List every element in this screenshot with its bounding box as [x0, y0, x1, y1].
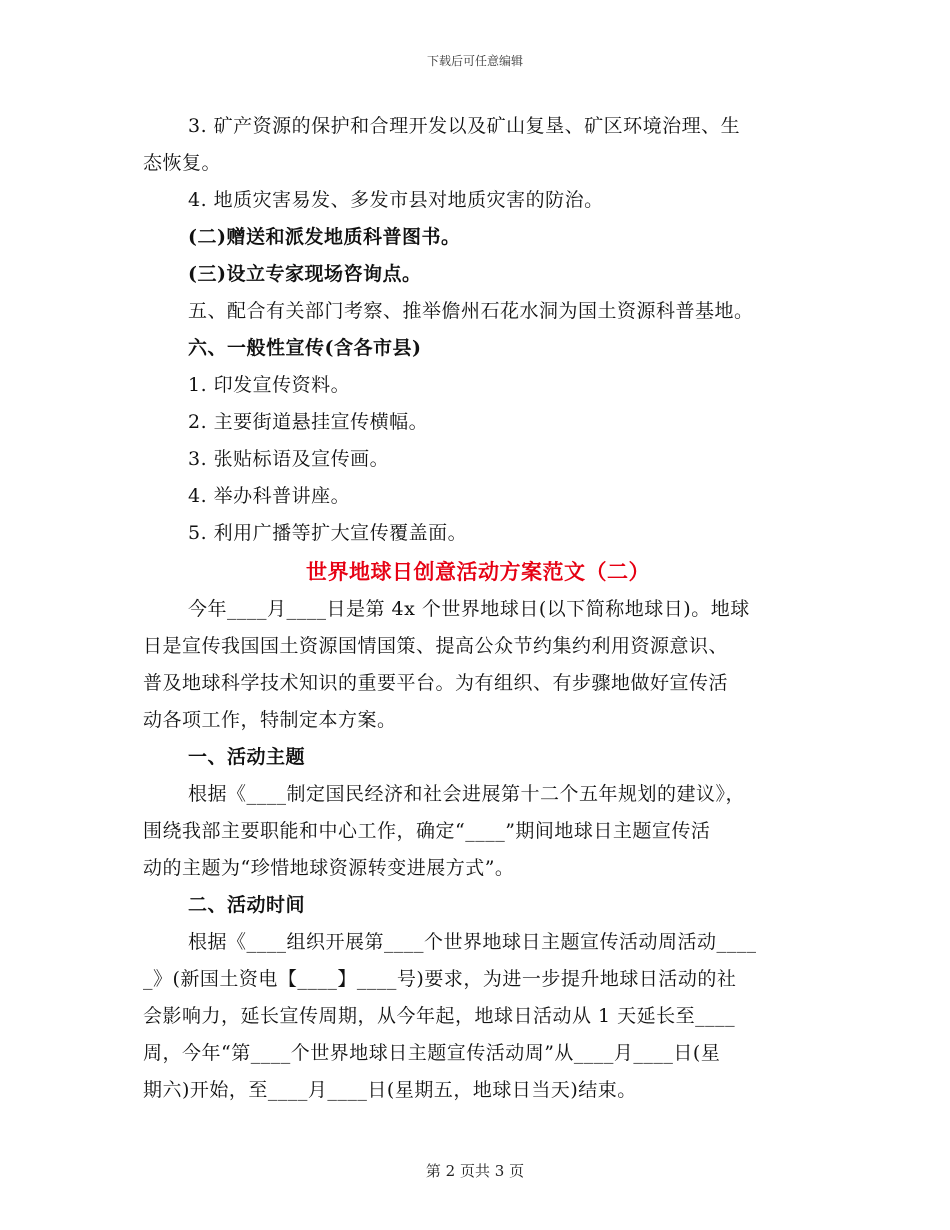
paragraph-line: 会影响力，延长宣传周期，从今年起，地球日活动从 1 天延长至____ — [143, 1005, 736, 1027]
section-subheading: (二)赠送和派发地质科普图书。 — [188, 226, 461, 248]
paragraph-line: 周，今年“第____个世界地球日主题宣传活动周”从____月____日(星 — [143, 1042, 721, 1064]
list-item: 2. 主要街道悬挂宣传横幅。 — [188, 411, 429, 433]
paragraph-line: 普及地球科学技术知识的重要平台。为有组织、有步骤地做好宣传活 — [143, 672, 729, 694]
section-heading-theme: 一、活动主题 — [188, 746, 306, 768]
list-item: 4. 地质灾害易发、多发市县对地质灾害的防治。 — [188, 189, 604, 211]
list-item: 4. 举办科普讲座。 — [188, 485, 351, 507]
section-subheading: (三)设立专家现场咨询点。 — [188, 263, 422, 285]
section-heading: 六、一般性宣传(含各市县) — [188, 337, 422, 359]
paragraph-line: 日是宣传我国国土资源国情国策、提高公众节约集约利用资源意识、 — [143, 635, 729, 657]
list-item: 3. 矿产资源的保护和合理开发以及矿山复垦、矿区环境治理、生 — [188, 115, 741, 137]
paragraph-line: 今年____月____日是第 4x 个世界地球日(以下简称地球日)。地球 — [188, 598, 750, 620]
list-item: 5. 利用广播等扩大宣传覆盖面。 — [188, 522, 468, 544]
document-body — [143, 108, 813, 1109]
paragraph-line: 根据《____组织开展第____个世界地球日主题宣传活动周活动____ — [188, 931, 757, 953]
document-title: 世界地球日创意活动方案范文（二） — [306, 559, 650, 584]
paragraph-line: 围绕我部主要职能和中心工作，确定“____”期间地球日主题宣传活 — [143, 820, 711, 842]
list-item: 3. 张贴标语及宣传画。 — [188, 448, 390, 470]
section-heading: 五、配合有关部门考察、推举儋州石花水洞为国土资源科普基地。 — [188, 300, 754, 322]
paragraph-line: 动的主题为“珍惜地球资源转变进展方式”。 — [143, 857, 515, 879]
paragraph-line: _》(新国土资电【____】____号)要求，为进一步提升地球日活动的社 — [143, 968, 737, 990]
paragraph-line: 动各项工作，特制定本方案。 — [143, 709, 397, 731]
paragraph-line: 期六)开始，至____月____日(星期五，地球日当天)结束。 — [143, 1079, 637, 1101]
page-header: 下载后可任意编辑 — [426, 54, 523, 68]
page-footer: 第 2 页共 3 页 — [425, 1162, 525, 1180]
list-item: 1. 印发宣传资料。 — [188, 374, 351, 396]
section-heading-time: 二、活动时间 — [188, 894, 306, 916]
list-item-continuation: 态恢复。 — [143, 152, 222, 174]
paragraph-line: 根据《____制定国民经济和社会进展第十二个五年规划的建议》， — [188, 783, 746, 805]
